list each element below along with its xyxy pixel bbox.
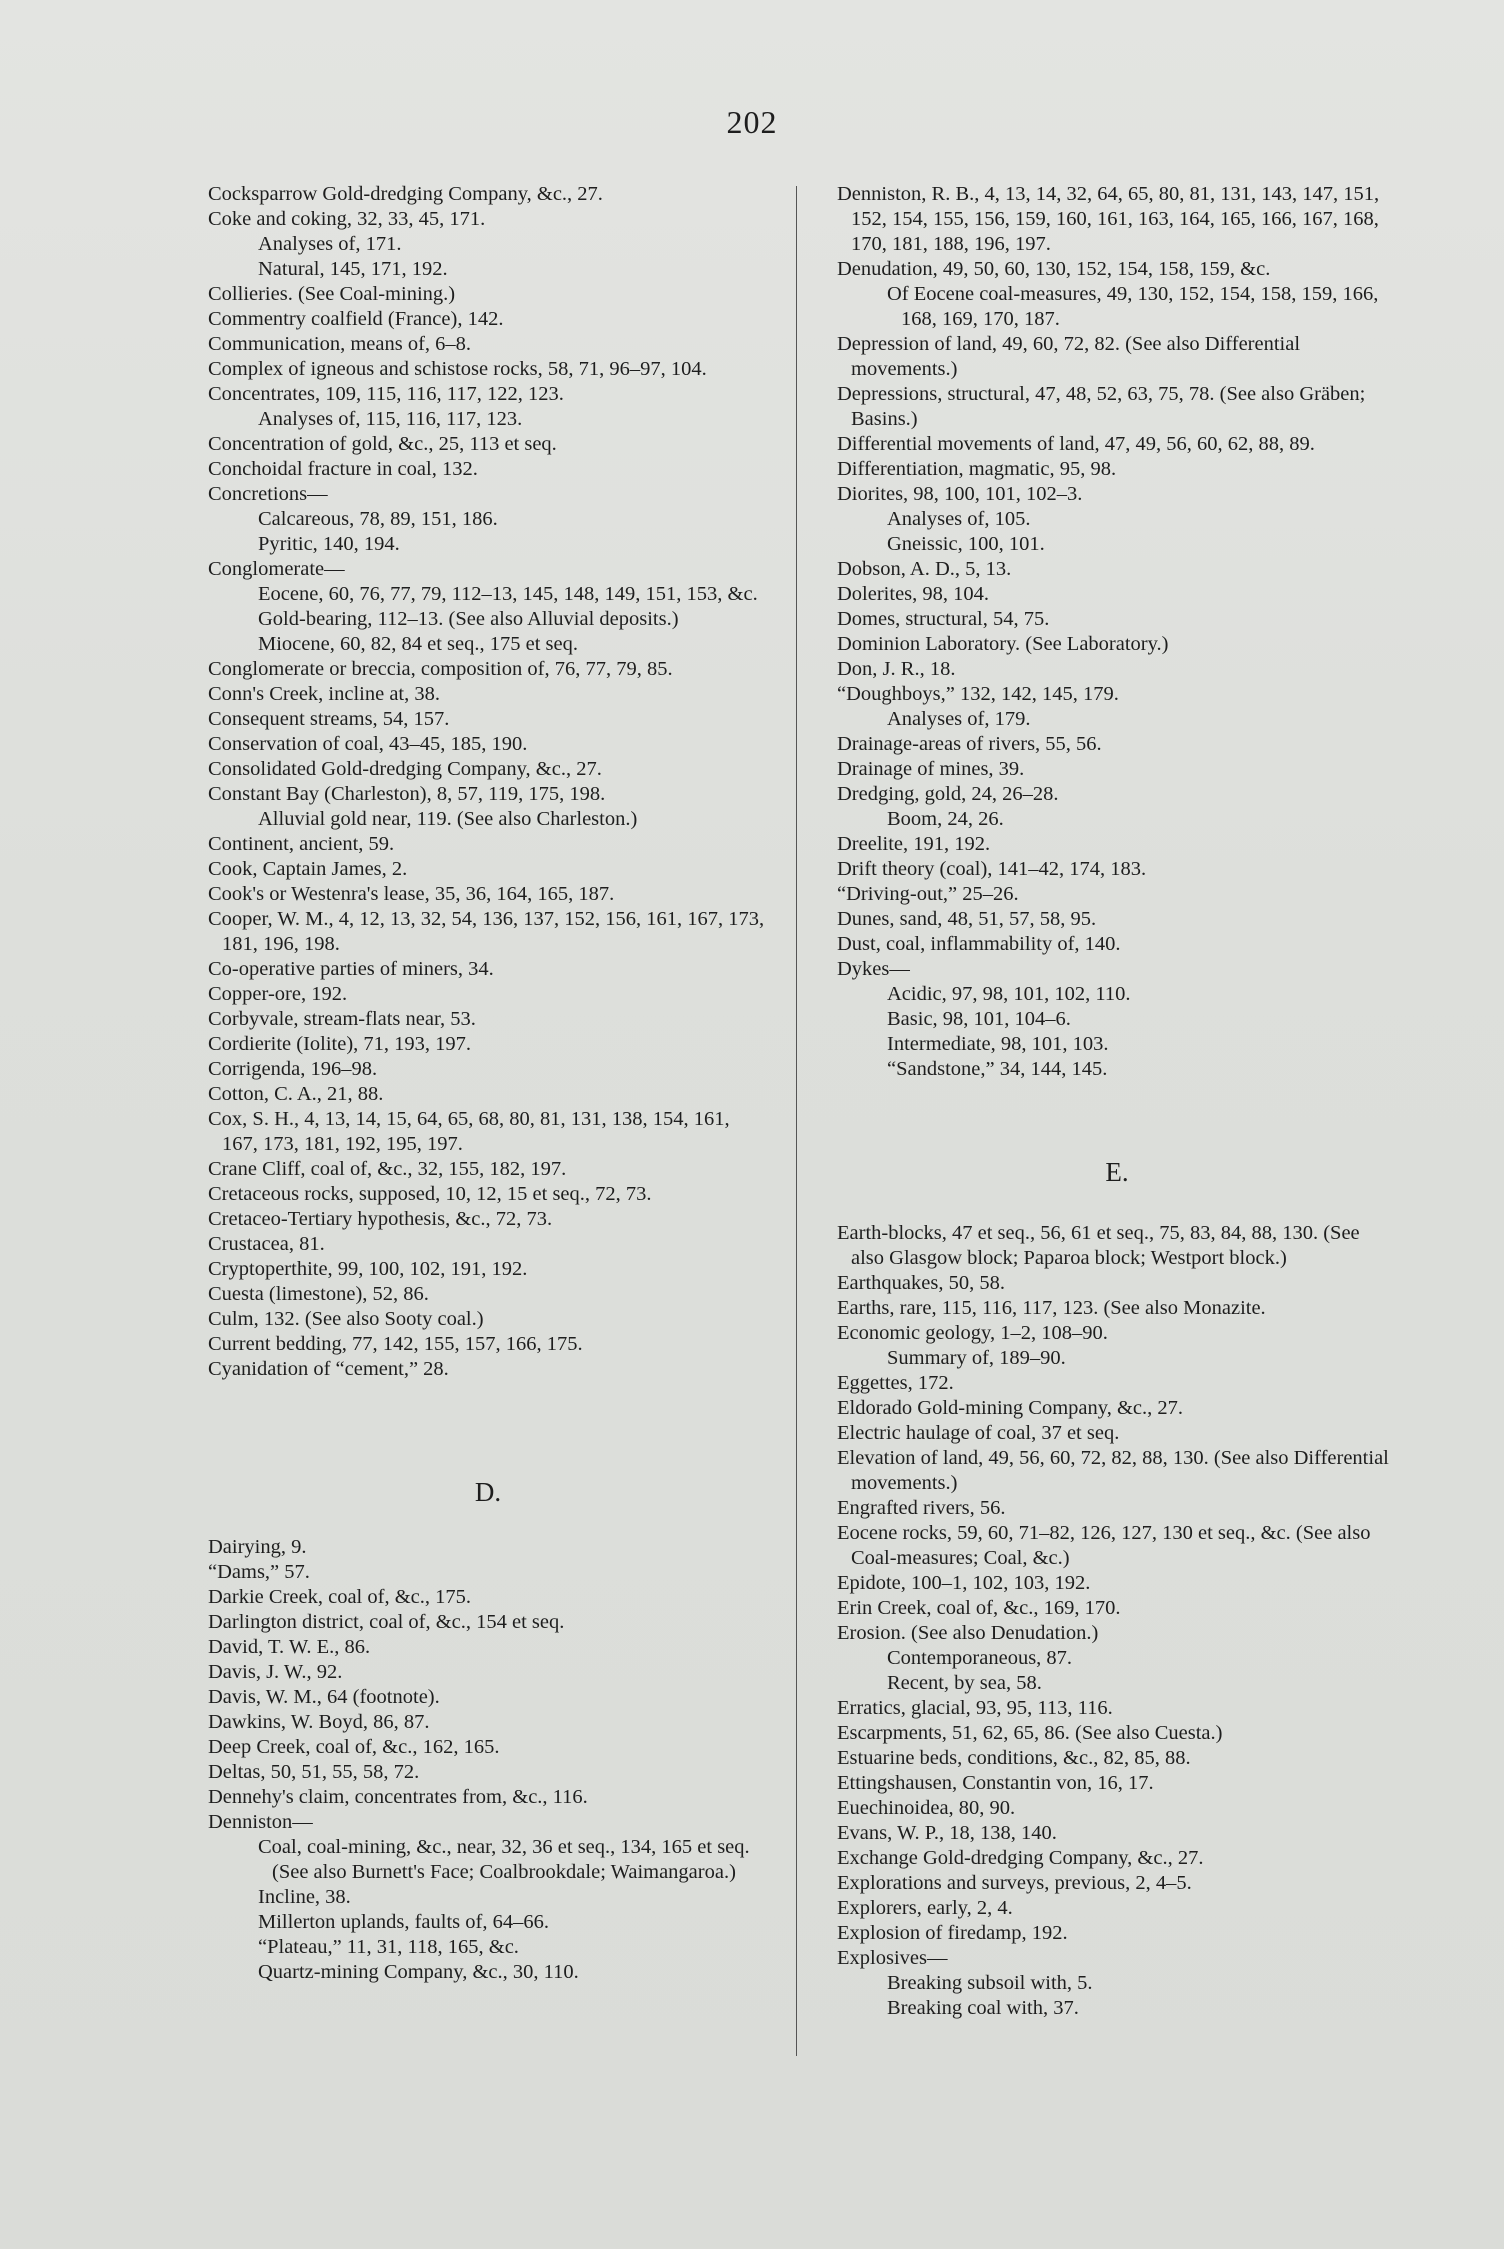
index-entry: Continent, ancient, 59.	[208, 833, 395, 855]
index-entry: Cox, S. H., 4, 13, 14, 15, 64, 65, 68, 80, 81, 131, 138, 154, 161, 167, 173, 181, 192, 195, 197.	[208, 1108, 730, 1155]
index-entry: Conglomerate or breccia, composition of, 76, 77, 79, 85.	[208, 658, 673, 680]
index-entry: Deep Creek, coal of, &c., 162, 165.	[208, 1736, 500, 1758]
index-entry: Drainage of mines, 39.	[837, 758, 1025, 780]
index-entry: Corrigenda, 196–98.	[208, 1058, 378, 1080]
index-entry: Gneissic, 100, 101.	[887, 533, 1045, 555]
index-entry: Collieries. (See Coal-mining.)	[208, 283, 456, 305]
index-entry: Explosives—	[837, 1947, 948, 1969]
column-divider	[796, 186, 797, 2056]
index-entry: Explorers, early, 2, 4.	[837, 1897, 1013, 1919]
index-entry: Evans, W. P., 18, 138, 140.	[837, 1822, 1057, 1844]
index-entry: Dunes, sand, 48, 51, 57, 58, 95.	[837, 908, 1097, 930]
index-entry: Davis, W. M., 64 (footnote).	[208, 1686, 440, 1708]
index-entry: Conservation of coal, 43–45, 185, 190.	[208, 733, 528, 755]
index-entry: Complex of igneous and schistose rocks, 58, 71, 96–97, 104.	[208, 358, 707, 380]
index-entry: Conn's Creek, incline at, 38.	[208, 683, 440, 705]
e-entries	[837, 1221, 1397, 2021]
index-entry: David, T. W. E., 86.	[208, 1636, 371, 1658]
index-entry: Davis, J. W., 92.	[208, 1661, 343, 1683]
index-entry: Darlington district, coal of, &c., 154 et seq.	[208, 1611, 565, 1633]
index-entry: Deltas, 50, 51, 55, 58, 72.	[208, 1761, 420, 1783]
index-entry: Denudation, 49, 50, 60, 130, 152, 154, 158, 159, &c.	[837, 258, 1271, 280]
index-entry: Explosion of firedamp, 192.	[837, 1922, 1068, 1944]
index-entry: Communication, means of, 6–8.	[208, 333, 472, 355]
index-entry: Drift theory (coal), 141–42, 174, 183.	[837, 858, 1147, 880]
index-entry: Summary of, 189–90.	[887, 1347, 1066, 1369]
index-entry: Escarpments, 51, 62, 65, 86. (See also Cuesta.)	[837, 1722, 1223, 1744]
index-entry: Erratics, glacial, 93, 95, 113, 116.	[837, 1697, 1113, 1719]
index-entry: Analyses of, 105.	[887, 508, 1031, 530]
index-entry: Coal, coal-mining, &c., near, 32, 36 et seq., 134, 165 et seq. (See also Burnett's Face; Coalbrookdale; Waimangaroa.)	[258, 1836, 750, 1883]
index-entry: Current bedding, 77, 142, 155, 157, 166, 175.	[208, 1333, 583, 1355]
index-entry: Analyses of, 171.	[258, 233, 402, 255]
index-entry: Dolerites, 98, 104.	[837, 583, 990, 605]
index-entry: Concretions—	[208, 483, 328, 505]
index-entry: Breaking coal with, 37.	[887, 1997, 1079, 2019]
index-entry: Cook's or Westenra's lease, 35, 36, 164, 165, 187.	[208, 883, 615, 905]
index-entry: Explorations and surveys, previous, 2, 4–5.	[837, 1872, 1192, 1894]
index-entry: Conchoidal fracture in coal, 132.	[208, 458, 478, 480]
index-entry: Erosion. (See also Denudation.)	[837, 1622, 1099, 1644]
index-entry: Eldorado Gold-mining Company, &c., 27.	[837, 1397, 1183, 1419]
index-entry: Coke and coking, 32, 33, 45, 171.	[208, 208, 486, 230]
index-entry: Calcareous, 78, 89, 151, 186.	[258, 508, 498, 530]
index-entry: Dennehy's claim, concentrates from, &c., 116.	[208, 1786, 588, 1808]
index-entry: “Plateau,” 11, 31, 118, 165, &c.	[258, 1936, 519, 1958]
index-entry: Elevation of land, 49, 56, 60, 72, 82, 88, 130. (See also Differential movements.)	[837, 1447, 1389, 1494]
index-entry: Corbyvale, stream-flats near, 53.	[208, 1008, 476, 1030]
index-entry: Cretaceous rocks, supposed, 10, 12, 15 et seq., 72, 73.	[208, 1183, 652, 1205]
index-entry: Analyses of, 115, 116, 117, 123.	[258, 408, 523, 430]
index-entry: Ettingshausen, Constantin von, 16, 17.	[837, 1772, 1154, 1794]
index-entry: Intermediate, 98, 101, 103.	[887, 1033, 1109, 1055]
index-entry: Co-operative parties of miners, 34.	[208, 958, 494, 980]
index-entry: Drainage-areas of rivers, 55, 56.	[837, 733, 1102, 755]
section-heading-d: D.	[474, 1477, 502, 1507]
index-entry: Eocene rocks, 59, 60, 71–82, 126, 127, 130 et seq., &c. (See also Coal-measures; Coal, &c.)	[837, 1522, 1371, 1569]
index-entry: “Dams,” 57.	[208, 1561, 310, 1583]
section-heading-e: E.	[1105, 1157, 1129, 1187]
index-entry: Miocene, 60, 82, 84 et seq., 175 et seq.	[258, 633, 578, 655]
index-entry: Electric haulage of coal, 37 et seq.	[837, 1422, 1120, 1444]
index-entry: Cotton, C. A., 21, 88.	[208, 1083, 384, 1105]
index-entry: Dreelite, 191, 192.	[837, 833, 991, 855]
index-entry: Dobson, A. D., 5, 13.	[837, 558, 1012, 580]
right-column	[837, 182, 1397, 2021]
index-entry: Exchange Gold-dredging Company, &c., 27.	[837, 1847, 1204, 1869]
index-entry: Euechinoidea, 80, 90.	[837, 1797, 1016, 1819]
index-entry: Differentiation, magmatic, 95, 98.	[837, 458, 1117, 480]
index-entry: “Doughboys,” 132, 142, 145, 179.	[837, 683, 1119, 705]
index-entry: Erin Creek, coal of, &c., 169, 170.	[837, 1597, 1121, 1619]
index-entry: Economic geology, 1–2, 108–90.	[837, 1322, 1108, 1344]
index-entry: Cook, Captain James, 2.	[208, 858, 408, 880]
index-entry: Cuesta (limestone), 52, 86.	[208, 1283, 429, 1305]
index-entry: Cordierite (Iolite), 71, 193, 197.	[208, 1033, 472, 1055]
index-entry: “Sandstone,” 34, 144, 145.	[887, 1058, 1108, 1080]
index-entry: Natural, 145, 171, 192.	[258, 258, 448, 280]
index-entry: Breaking subsoil with, 5.	[887, 1972, 1093, 1994]
index-entry: Boom, 24, 26.	[887, 808, 1004, 830]
index-entry: Estuarine beds, conditions, &c., 82, 85, 88.	[837, 1747, 1191, 1769]
index-entry: Dredging, gold, 24, 26–28.	[837, 783, 1059, 805]
index-entry: Earths, rare, 115, 116, 117, 123. (See also Monazite.	[837, 1297, 1266, 1319]
index-entry: Cooper, W. M., 4, 12, 13, 32, 54, 136, 137, 152, 156, 161, 167, 173, 181, 196, 198.	[208, 908, 765, 955]
page-number: 202	[726, 104, 778, 140]
index-entry: Cretaceo-Tertiary hypothesis, &c., 72, 73.	[208, 1208, 553, 1230]
index-entry: Cyanidation of “cement,” 28.	[208, 1358, 449, 1380]
index-entry: Domes, structural, 54, 75.	[837, 608, 1050, 630]
c-entries	[208, 182, 768, 1382]
index-entry: Of Eocene coal-measures, 49, 130, 152, 154, 158, 159, 166, 168, 169, 170, 187.	[887, 283, 1379, 330]
index-entry: Gold-bearing, 112–13. (See also Alluvial deposits.)	[258, 608, 679, 630]
index-entry: Analyses of, 179.	[887, 708, 1031, 730]
d-entries-continued	[837, 182, 1397, 1082]
index-entry: Depression of land, 49, 60, 72, 82. (See also Differential movements.)	[837, 333, 1301, 380]
index-entry: Acidic, 97, 98, 101, 102, 110.	[887, 983, 1131, 1005]
index-entry: Eocene, 60, 76, 77, 79, 112–13, 145, 148, 149, 151, 153, &c.	[258, 583, 758, 605]
index-entry: Crane Cliff, coal of, &c., 32, 155, 182, 197.	[208, 1158, 567, 1180]
index-entry: Quartz-mining Company, &c., 30, 110.	[258, 1961, 579, 1983]
index-entry: Eggettes, 172.	[837, 1372, 954, 1394]
index-entry: Dawkins, W. Boyd, 86, 87.	[208, 1711, 430, 1733]
index-entry: Dairying, 9.	[208, 1536, 307, 1558]
index-entry: Copper-ore, 192.	[208, 983, 348, 1005]
index-entry: Millerton uplands, faults of, 64–66.	[258, 1911, 549, 1933]
index-entry: Depressions, structural, 47, 48, 52, 63, 75, 78. (See also Gräben; Basins.)	[837, 383, 1366, 430]
index-entry: Pyritic, 140, 194.	[258, 533, 400, 555]
index-entry: “Driving-out,” 25–26.	[837, 883, 1019, 905]
index-entry: Diorites, 98, 100, 101, 102–3.	[837, 483, 1083, 505]
index-entry: Concentrates, 109, 115, 116, 117, 122, 123.	[208, 383, 564, 405]
index-entry: Earthquakes, 50, 58.	[837, 1272, 1005, 1294]
d-entries	[208, 1535, 768, 1985]
index-entry: Denniston—	[208, 1811, 313, 1833]
index-entry: Darkie Creek, coal of, &c., 175.	[208, 1586, 471, 1608]
index-entry: Concentration of gold, &c., 25, 113 et seq.	[208, 433, 557, 455]
index-entry: Cryptoperthite, 99, 100, 102, 191, 192.	[208, 1258, 528, 1280]
index-entry: Contemporaneous, 87.	[887, 1647, 1073, 1669]
index-entry: Commentry coalfield (France), 142.	[208, 308, 504, 330]
index-entry: Epidote, 100–1, 102, 103, 192.	[837, 1572, 1091, 1594]
index-entry: Cocksparrow Gold-dredging Company, &c., 27.	[208, 183, 603, 205]
index-entry: Denniston, R. B., 4, 13, 14, 32, 64, 65, 80, 81, 131, 143, 147, 151, 152, 154, 155, 156, 159, 160, 161, 163, 164, 165, 166, 167, 168, 170, 181, 188, 196, 197.	[837, 183, 1380, 255]
index-entry: Alluvial gold near, 119. (See also Charleston.)	[258, 808, 638, 830]
index-entry: Engrafted rivers, 56.	[837, 1497, 1006, 1519]
index-entry: Constant Bay (Charleston), 8, 57, 119, 175, 198.	[208, 783, 606, 805]
index-entry: Conglomerate—	[208, 558, 345, 580]
index-entry: Recent, by sea, 58.	[887, 1672, 1042, 1694]
index-entry: Culm, 132. (See also Sooty coal.)	[208, 1308, 484, 1330]
index-entry: Crustacea, 81.	[208, 1233, 325, 1255]
index-entry: Don, J. R., 18.	[837, 658, 956, 680]
index-entry: Consolidated Gold-dredging Company, &c., 27.	[208, 758, 602, 780]
index-entry: Dominion Laboratory. (See Laboratory.)	[837, 633, 1169, 655]
index-entry: Differential movements of land, 47, 49, 56, 60, 62, 88, 89.	[837, 433, 1315, 455]
index-entry: Consequent streams, 54, 157.	[208, 708, 450, 730]
index-entry: Earth-blocks, 47 et seq., 56, 61 et seq., 75, 83, 84, 88, 130. (See also Glasgow block; Paparoa block; Westport block.)	[837, 1222, 1360, 1269]
left-column	[208, 182, 768, 1985]
index-entry: Dykes—	[837, 958, 910, 980]
index-entry: Dust, coal, inflammability of, 140.	[837, 933, 1121, 955]
index-entry: Incline, 38.	[258, 1886, 351, 1908]
index-entry: Basic, 98, 101, 104–6.	[887, 1008, 1071, 1030]
